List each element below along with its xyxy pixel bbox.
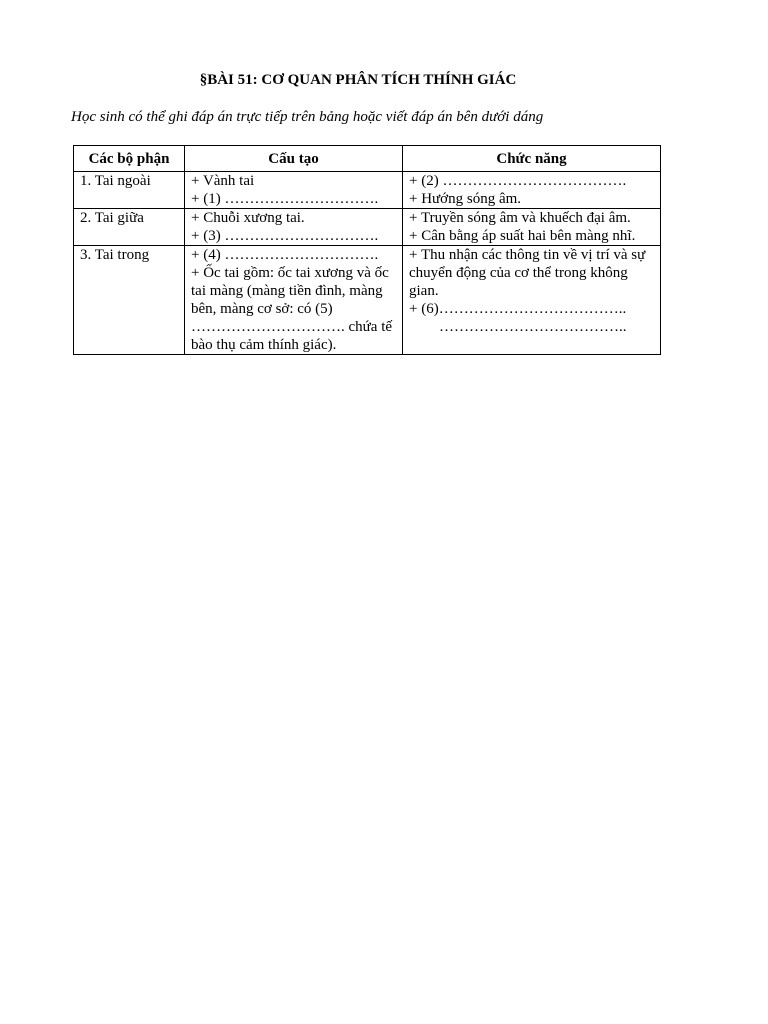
blank-line-1: + (1) ………………………….	[191, 191, 379, 207]
instruction-text: Học sinh có thể ghi đáp án trực tiếp trên bảng hoặc viết đáp án bên dưới dáng	[71, 109, 544, 125]
blank-line-6: + (6)………………………………..	[409, 301, 627, 317]
structure-line: + Vành tai	[191, 173, 255, 189]
function-line: + Truyền sóng âm và khuếch đại âm.	[409, 210, 631, 226]
blank-line-6-continued: ………………………………..	[439, 319, 627, 335]
function-line: + Thu nhận các thông tin về vị trí và sự chuyển động của cơ thể trong không gian.	[409, 247, 646, 299]
structure-line: + Chuỗi xương tai.	[191, 210, 305, 226]
header-parts: Các bộ phận	[74, 146, 185, 172]
cell-part: 1. Tai ngoài	[74, 172, 185, 209]
cell-structure	[185, 246, 403, 355]
table-row-inner-ear	[74, 246, 661, 355]
ear-parts-table	[73, 145, 661, 355]
blank-line-2: + (2) ……………………………….	[409, 173, 627, 189]
table-row-outer-ear	[74, 172, 661, 209]
cell-function	[403, 246, 661, 355]
header-function: Chức năng	[403, 146, 661, 172]
cell-structure	[185, 172, 403, 209]
cell-part: 2. Tai giữa	[74, 209, 185, 246]
blank-line-4: + (4) ………………………….	[191, 247, 379, 263]
function-line: + Cân bằng áp suất hai bên màng nhĩ.	[409, 228, 636, 244]
header-structure: Cấu tạo	[185, 146, 403, 172]
cell-function	[403, 209, 661, 246]
function-line: + Hướng sóng âm.	[409, 191, 522, 207]
cell-structure	[185, 209, 403, 246]
structure-line: + Ốc tai gồm: ốc tai xương và ốc tai màng (màng tiền đình, màng bên, màng cơ sở: có (5) …………………………. chứa tế bào thụ cảm thính giác).	[191, 265, 393, 353]
cell-function	[403, 172, 661, 209]
blank-line-3: + (3) ………………………….	[191, 228, 379, 244]
table-row-middle-ear	[74, 209, 661, 246]
cell-part: 3. Tai trong	[74, 246, 185, 355]
page-title: §BÀI 51: CƠ QUAN PHÂN TÍCH THÍNH GIÁC	[199, 72, 517, 88]
table-header-row	[74, 146, 661, 172]
